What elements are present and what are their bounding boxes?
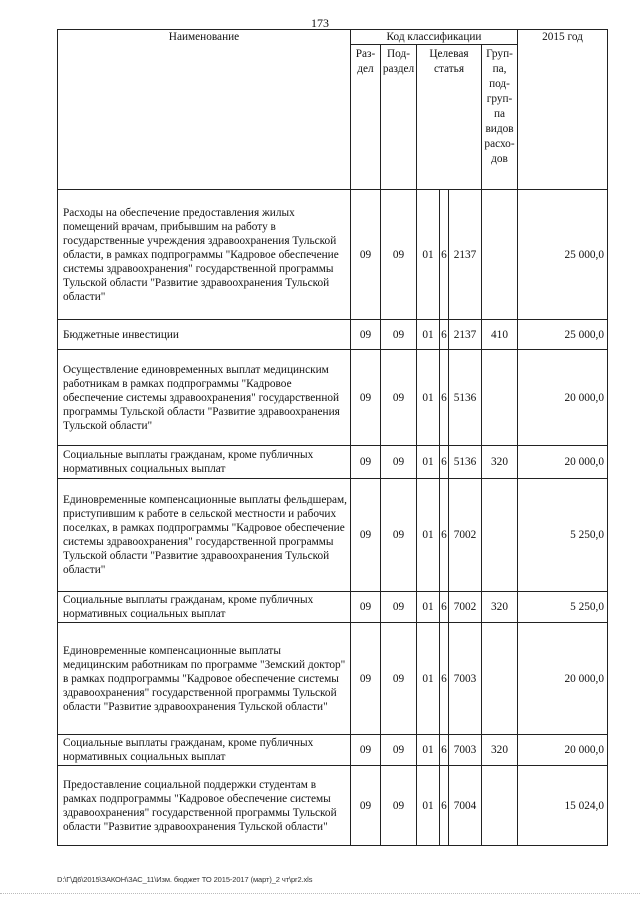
row-name: Социальные выплаты гражданам, кроме публичных нормативных социальных выплат [58,446,351,479]
row-amount: 20 000,0 [518,623,608,735]
table-row [58,190,608,320]
header-year: 2015 год [518,30,608,190]
row-amount: 5 250,0 [518,479,608,592]
row-podrazdel: 09 [381,592,417,623]
row-razdel: 09 [351,623,381,735]
row-razdel: 09 [351,446,381,479]
header-razdel: Раз- дел [351,45,381,190]
file-path-footer: D:\Г\Д6\2015\ЗАКОН\ЗАС_11\Изм. бюджет ТО 2015-2017 (март)_2 чт\pr2.xls [57,875,313,884]
row-target-code: 7003 [449,623,482,735]
row-razdel: 09 [351,350,381,446]
row-target-program: 01 [417,446,440,479]
page-number: 173 [311,16,329,30]
row-expense-group [482,766,518,846]
row-expense-group [482,479,518,592]
row-name: Бюджетные инвестиции [58,320,351,350]
row-target-code: 7002 [449,479,482,592]
row-expense-group [482,623,518,735]
table-row [58,479,608,592]
row-amount: 20 000,0 [518,446,608,479]
row-target-code: 7002 [449,592,482,623]
row-podrazdel: 09 [381,623,417,735]
row-name: Осуществление единовременных выплат медицинским работникам в рамках подпрограммы "Кадровое обеспечение системы здравоохранения" государственной программы Тульской области "Развитие здравоохранения Тульской области" [58,350,351,446]
row-target-code: 7004 [449,766,482,846]
row-podrazdel: 09 [381,479,417,592]
row-expense-group: 320 [482,735,518,766]
budget-table [57,29,608,846]
row-name: Социальные выплаты гражданам, кроме публичных нормативных социальных выплат [58,592,351,623]
row-name: Единовременные компенсационные выплаты фельдшерам, приступившим к работе в сельской местности и рабочих поселках, в рамках подпрограммы "Кадровое обеспечение системы здравоохранения" государственной программы Тульской области "Развитие здравоохранения Тульской области" [58,479,351,592]
row-name: Предоставление социальной поддержки студентам в рамках подпрограммы "Кадровое обеспечение системы здравоохранения" государственной программы Тульской области "Развитие здравоохранения Тульской области" [58,766,351,846]
row-target-program: 01 [417,623,440,735]
row-expense-group: 320 [482,592,518,623]
row-target-subprogram: 6 [440,735,449,766]
row-razdel: 09 [351,735,381,766]
row-name: Социальные выплаты гражданам, кроме публичных нормативных социальных выплат [58,735,351,766]
row-target-subprogram: 6 [440,350,449,446]
row-podrazdel: 09 [381,735,417,766]
row-expense-group [482,190,518,320]
row-target-program: 01 [417,735,440,766]
row-razdel: 09 [351,479,381,592]
row-podrazdel: 09 [381,766,417,846]
row-target-subprogram: 6 [440,479,449,592]
row-name: Единовременные компенсационные выплаты медицинским работникам по программе "Земский доктор" в рамках подпрограммы "Кадровое обеспечение системы здравоохранения" государственной программы Тульской области "Развитие здравоохранения Тульской области" [58,623,351,735]
row-expense-group: 410 [482,320,518,350]
row-razdel: 09 [351,320,381,350]
row-amount: 25 000,0 [518,320,608,350]
row-amount: 25 000,0 [518,190,608,320]
header-name: Наименование [58,30,351,190]
row-target-subprogram: 6 [440,766,449,846]
row-target-subprogram: 6 [440,190,449,320]
header-code-classification: Код классификации [351,30,518,45]
row-podrazdel: 09 [381,190,417,320]
row-amount: 20 000,0 [518,350,608,446]
row-expense-group [482,350,518,446]
table-row [58,735,608,766]
table-row [58,766,608,846]
row-podrazdel: 09 [381,350,417,446]
row-expense-group: 320 [482,446,518,479]
table-row [58,320,608,350]
row-razdel: 09 [351,592,381,623]
header-target-article: Целевая статья [417,45,482,190]
row-name: Расходы на обеспечение предоставления жилых помещений врачам, прибывшим на работу в государственные учреждения здравоохранения Тульской области, в рамках подпрограммы "Кадровое обеспечение системы здравоохранения" государственной программы Тульской области "Развитие здравоохранения Тульской области" [58,190,351,320]
row-amount: 5 250,0 [518,592,608,623]
header-podrazdel: Под- раздел [381,45,417,190]
row-target-program: 01 [417,320,440,350]
table-row [58,623,608,735]
row-target-program: 01 [417,479,440,592]
header-expense-group: Груп- па, под- груп- па видов расхо- дов [482,45,518,190]
row-target-program: 01 [417,592,440,623]
row-target-code: 5136 [449,446,482,479]
row-target-subprogram: 6 [440,320,449,350]
row-target-subprogram: 6 [440,592,449,623]
row-amount: 15 024,0 [518,766,608,846]
row-razdel: 09 [351,766,381,846]
row-target-code: 2137 [449,320,482,350]
row-target-program: 01 [417,350,440,446]
table-row [58,592,608,623]
row-target-code: 7003 [449,735,482,766]
row-podrazdel: 09 [381,320,417,350]
row-target-subprogram: 6 [440,623,449,735]
row-razdel: 09 [351,190,381,320]
row-amount: 20 000,0 [518,735,608,766]
table-row [58,350,608,446]
row-podrazdel: 09 [381,446,417,479]
row-target-program: 01 [417,190,440,320]
row-target-program: 01 [417,766,440,846]
table-row [58,446,608,479]
row-target-subprogram: 6 [440,446,449,479]
row-target-code: 2137 [449,190,482,320]
scan-edge-line [0,893,640,895]
row-target-code: 5136 [449,350,482,446]
